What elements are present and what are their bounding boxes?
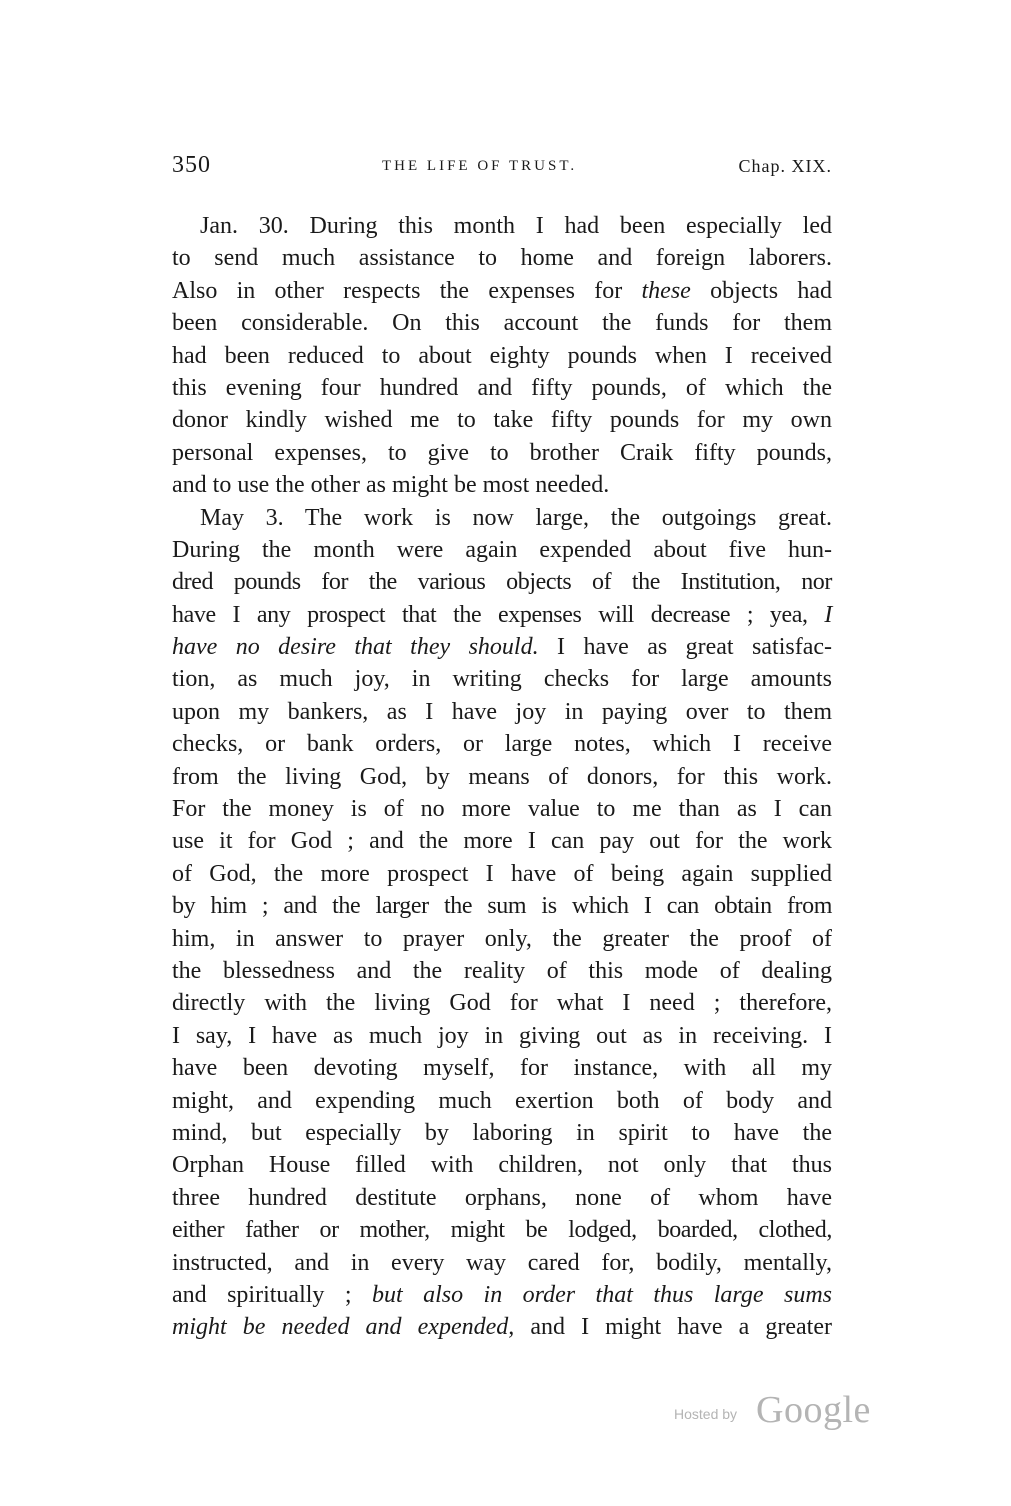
text-line: Orphan House filled with children, not only that thus (172, 1152, 832, 1179)
text-line: mind, but especially by laboring in spirit to have the (172, 1119, 832, 1146)
text-line: donor kindly wished me to take fifty pounds for my own (172, 407, 832, 434)
italic-emphasis: these (641, 277, 691, 304)
watermark-google-logo: Google (756, 1389, 871, 1431)
hosted-by-google-watermark (674, 1388, 894, 1438)
text-line: upon my bankers, as I have joy in paying over to them (172, 698, 832, 725)
text-line: have I any prospect that the expenses will decrease ; yea, I (172, 601, 832, 628)
italic-emphasis: have no desire that they should. (172, 634, 539, 661)
text-line: the blessedness and the reality of this mode of dealing (172, 957, 832, 984)
text-line: During the month were again expended about five hun- (172, 536, 832, 563)
body-text (172, 210, 832, 1344)
chapter-label: Chap. XIX. (738, 156, 832, 176)
text-line: him, in answer to prayer only, the greater the proof of (172, 925, 832, 952)
text-line: have no desire that they should. I have as great satisfac- (172, 634, 832, 661)
text-line: to send much assistance to home and foreign laborers. (172, 245, 832, 272)
text-line: Jan. 30. During this month I had been especially led (200, 213, 832, 239)
text-line: I say, I have as much joy in giving out as in receiving. I (172, 1022, 832, 1049)
text-line: have been devoting myself, for instance, with all my (172, 1055, 832, 1082)
text-line: tion, as much joy, in writing checks for large amounts (172, 666, 832, 693)
text-line: checks, or bank orders, or large notes, which I receive (172, 731, 832, 758)
text-line: and to use the other as might be most needed. (172, 472, 610, 499)
italic-emphasis: but also in order that thus large sums (371, 1281, 832, 1308)
text-line: of God, the more prospect I have of being again supplied (172, 860, 832, 887)
text-line: instructed, and in every way cared for, bodily, mentally, (172, 1249, 832, 1276)
text-line: either father or mother, might be lodged, boarded, clothed, (172, 1217, 832, 1244)
text-line: dred pounds for the various objects of the Institution, nor (172, 569, 832, 596)
page-header (172, 152, 832, 186)
text-line: might be needed and expended, and I might have a greater (172, 1314, 832, 1341)
text-line: and spiritually ; but also in order that thus large sums (172, 1281, 832, 1308)
text-line: had been reduced to about eighty pounds when I received (172, 342, 832, 369)
text-line: May 3. The work is now large, the outgoings great. (200, 504, 832, 531)
text-line: use it for God ; and the more I can pay out for the work (172, 828, 832, 855)
text-line: from the living God, by means of donors, for this work. (172, 763, 832, 790)
text-line: directly with the living God for what I need ; therefore, (172, 990, 832, 1017)
text-line: by him ; and the larger the sum is which I can obtain from (172, 893, 832, 920)
page-number: 350 (172, 152, 211, 178)
italic-emphasis: might be needed and expended, (172, 1314, 515, 1341)
watermark-hosted-by: Hosted by (674, 1406, 738, 1422)
text-line: Also in other respects the expenses for these objects had (172, 277, 832, 304)
text-line: personal expenses, to give to brother Craik fifty pounds, (172, 439, 832, 466)
text-line: For the money is of no more value to me than as I can (172, 796, 832, 823)
text-line: might, and expending much exertion both of body and (172, 1087, 832, 1114)
text-line: this evening four hundred and fifty pounds, of which the (172, 374, 832, 401)
text-line: been considerable. On this account the funds for them (172, 310, 832, 337)
text-line: three hundred destitute orphans, none of whom have (172, 1184, 832, 1211)
running-title: THE LIFE OF TRUST. (382, 158, 578, 174)
italic-emphasis: I (824, 601, 832, 628)
